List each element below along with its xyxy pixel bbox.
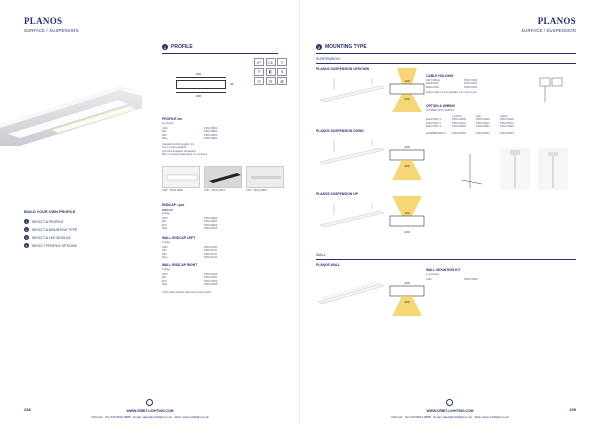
endcap-title: ENDCAP / pcs <box>162 203 185 207</box>
table-row: ELECTRIC 3 PPA3.0W02 PPA3.0W12 PPA3.0W22 <box>426 125 514 129</box>
cable-title: CABLE HOLDING <box>426 74 454 78</box>
table-row: WH PPA3.0B01 <box>162 130 218 134</box>
wall-endcap-left-sub: 1x/bag <box>162 241 170 244</box>
endcap-sub: ENDCAP 2x/bag <box>162 209 173 216</box>
dim-line-bottom <box>176 92 226 93</box>
suspension-up-sketch <box>316 203 386 233</box>
options-table <box>426 115 514 135</box>
svg-text:100: 100 <box>404 281 410 285</box>
sensor-icon: ⊠ <box>277 77 287 85</box>
section-title: PROFILE <box>171 44 193 50</box>
profile-icon: ◧ <box>266 68 276 76</box>
suspension-photo-1 <box>500 148 530 190</box>
table-row: ANO PPA3.0R00 <box>162 273 218 276</box>
cable-table <box>426 79 477 89</box>
cable-note: Cable length is 2m as standard, cut to size on site <box>426 92 477 94</box>
build-step-3[interactable]: 3 SELECT A LED MODULE <box>25 235 71 240</box>
table-row: WH PPA3.0L01 <box>162 249 217 253</box>
wall-endcap-right-sub: 1x/bag <box>162 268 170 271</box>
svg-text:200: 200 <box>404 97 410 101</box>
suspension-label: SUSPENSION <box>316 57 340 61</box>
footer-contact: Orbit plc · Tel: 020 8914 4888 · Email: sales@orbitlight.co.uk · Web: www.orbitlight.co.uk <box>391 415 509 419</box>
product-photo-black <box>204 166 242 188</box>
table-row: WH PPA3.0E01 <box>162 220 218 224</box>
brand-title: PLANOS <box>537 16 576 26</box>
table-row: ANO PPA3.0E00 <box>162 217 218 220</box>
profile-title: PROFILE 2m <box>162 117 182 121</box>
table-row: ELECTRIC 2 PPA3.0W01 PPA3.0W11 PPA3.0W21 <box>426 121 514 125</box>
table-row: BLK PPA3.0R02 <box>162 279 218 283</box>
cable-holder-sketch <box>538 76 566 104</box>
page-number: 238 <box>24 407 31 412</box>
section-title: MOUNTING TYPE <box>325 44 367 50</box>
certification-icons <box>254 58 287 85</box>
suspension-down-sketch <box>316 140 386 170</box>
footer-contact: Orbit plc · Tel: 020 8914 4888 · Email: sales@orbitlight.co.uk · Web: www.orbitlight.co.uk <box>91 415 209 419</box>
svg-text:100: 100 <box>404 145 410 149</box>
footer-website[interactable]: WWW.ORBIT-LIGHTING.COM <box>126 409 174 413</box>
brand-subtitle: SURFACE / SUSPENSION <box>521 28 576 33</box>
dim-height: 32 <box>230 82 234 86</box>
section-rule <box>316 53 576 54</box>
footer-website[interactable]: WWW.ORBIT-LIGHTING.COM <box>426 409 474 413</box>
table-row: ANO PPA3.0L00 <box>162 246 217 249</box>
endcap-note: Order wall endcaps with wall mounting kits <box>162 291 211 294</box>
table-row: ANO PPA3.0B00 <box>162 127 218 130</box>
section-number: 2 <box>317 44 321 50</box>
dim-line-top <box>176 77 226 78</box>
beam-diagram-up <box>382 196 432 240</box>
table-row: EL/EMERGENCY PPA3.0W03 PPA3.0W13 PPA3.0W23 <box>426 131 514 135</box>
beam-icon: ▽ <box>277 58 287 66</box>
profile-sub: 2m length <box>162 122 174 125</box>
photo-caption-3: ANO PPA3.0B02 <box>246 189 268 192</box>
table-row: BLK PPA3.0L02 <box>162 252 217 256</box>
table-row: ELECTRIC PPA3.0S01 <box>426 82 478 86</box>
table-row: BLK PPA3.0B02 <box>162 133 218 137</box>
block-title-wall: PLANOS WALL <box>316 263 340 267</box>
brand-title: PLANOS <box>24 16 63 26</box>
orbit-logo-icon <box>146 399 153 406</box>
beam-diagram-down <box>382 140 432 180</box>
section-heading-profile <box>162 44 193 50</box>
dim-width-top: 100 <box>196 72 202 76</box>
wall-mount-sketch <box>316 278 386 308</box>
svg-text:200: 200 <box>404 230 410 234</box>
product-photo-raw <box>246 166 284 188</box>
block-title-down: PLANOS SUSPENSION DOWN <box>316 129 364 133</box>
block-title-updown: PLANOS SUSPENSION UP/DOWN <box>316 67 370 71</box>
options-title: OPTION & WIRING <box>426 104 456 108</box>
block-title-up: PLANOS SUSPENSION UP <box>316 192 358 196</box>
build-steps <box>24 219 77 251</box>
table-row: Raw PPA3.0R03 <box>162 283 218 287</box>
svg-text:100: 100 <box>404 79 410 83</box>
ip-rating-icon: IP <box>254 58 264 66</box>
wall-label: WALL <box>316 253 326 257</box>
ce-mark-icon: CE <box>266 58 276 66</box>
profile-cross-section <box>176 80 226 89</box>
suspension-updown-sketch <box>316 78 386 108</box>
table-row: Raw PPA3.0E03 <box>162 227 218 231</box>
beam-diagram-updown <box>382 68 432 112</box>
hero-product-image <box>0 82 142 148</box>
profile-spec-table <box>162 127 217 141</box>
photo-caption-1: ANO PPA3.0B00 <box>162 189 184 192</box>
profile-notes: Standard profile lengths: 2m Cut to order available Joint kits available separately Max run length dependent on mounting <box>162 143 208 157</box>
table-header: 1-10Vdc Dali Switch <box>452 115 508 118</box>
brand-subtitle: SURFACE / SUSPENSION <box>24 28 79 33</box>
build-step-2[interactable]: 2 SELECT A MOUNTING TYPE <box>25 227 78 232</box>
wall-endcap-left-title: WALL ENDCAP LEFT <box>162 236 196 240</box>
product-photo-white <box>162 166 200 188</box>
photo-caption-2: ANO PPA3.0B01 <box>204 189 226 192</box>
svg-text:200: 200 <box>404 300 410 304</box>
svg-text:200: 200 <box>404 164 410 168</box>
mount-icon: ⊓ <box>254 68 264 76</box>
options-sub: CONNECTION SUPPLY <box>426 109 455 112</box>
table-row: ELEC/CEIL PPA3.0S02 <box>426 85 478 89</box>
suspension-diagram-photo <box>458 150 488 190</box>
table-row: Raw PPA3.0L03 <box>162 256 217 260</box>
table-row: WH PPA3.0R01 <box>162 276 218 280</box>
section-rule <box>162 53 278 54</box>
wall-kit-sub: 1 mounting <box>426 273 439 276</box>
table-row: ELECTRIC 1 PPA3.0W00 PPA3.0W10 PPA3.0W20 <box>426 118 514 122</box>
wall-kit-title: WALL MOUNTING KIT <box>426 268 461 272</box>
table-row: Raw PPA3.0B03 <box>162 137 218 141</box>
page-number: 239 <box>569 407 576 412</box>
section-heading-mounting <box>316 44 367 50</box>
table-row: AIR CABLE PPA3.0S00 <box>426 79 478 82</box>
beam-diagram-wall <box>382 276 432 316</box>
wall-endcap-right-table <box>162 273 217 287</box>
table-row: ANO PPA3.0M00 <box>426 278 478 281</box>
build-step-1[interactable]: 1 SELECT A PROFILE <box>25 219 64 224</box>
wall-endcap-right-title: WALL ENDCAP RIGHT <box>162 263 198 267</box>
dimmer-icon: ⊡ <box>254 77 264 85</box>
build-step-4[interactable]: 4 SELECT PROFILE OPTIONS <box>25 243 77 248</box>
suspension-photo-2 <box>538 148 568 190</box>
table-row: BLK PPA3.0E02 <box>162 223 218 227</box>
driver-icon: ⊟ <box>266 77 276 85</box>
endcap-table <box>162 217 217 231</box>
power-icon: ↯ <box>277 68 287 76</box>
wall-kit-table <box>426 278 478 281</box>
wall-endcap-left-table <box>162 246 217 260</box>
orbit-logo-icon <box>446 399 453 406</box>
section-number: 1 <box>163 44 167 50</box>
right-page <box>300 0 600 424</box>
dim-width-bottom: 200 <box>196 94 202 98</box>
build-title: BUILD YOUR OWN PROFILE <box>24 210 76 214</box>
svg-text:100: 100 <box>404 211 410 215</box>
